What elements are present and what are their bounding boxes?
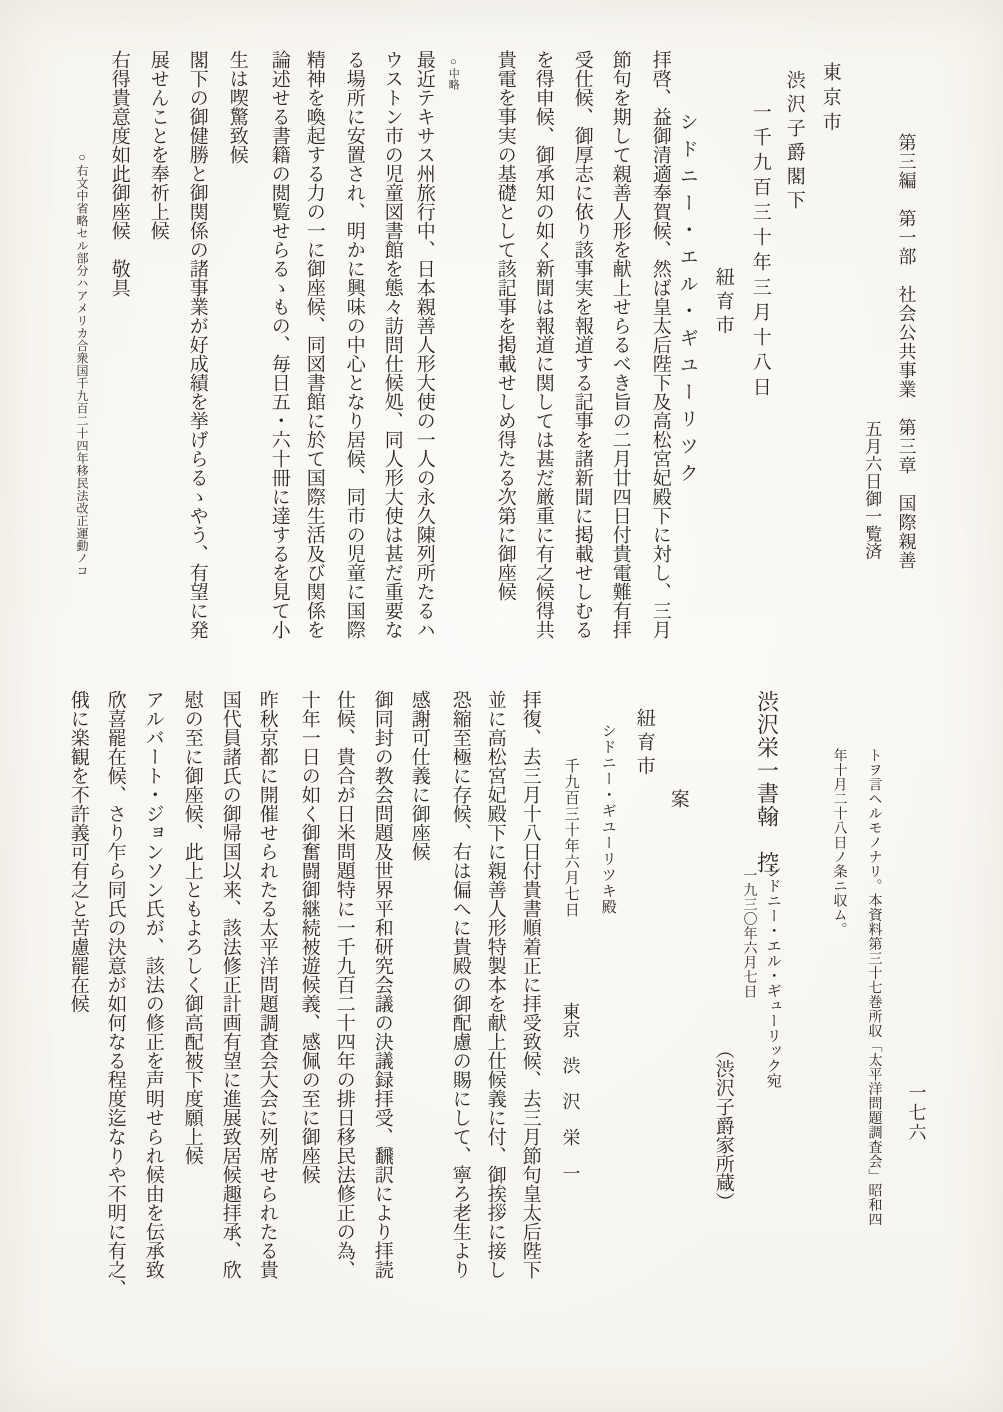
letter2-body-column: 感謝可仕義に御座候 xyxy=(408,690,430,861)
letter1-sender-place: 紐育市 xyxy=(712,267,734,339)
letter1-body-column: 節句を期して親善人形を献上せらるべき旨の二月廿四日付貴電難有拝 xyxy=(609,50,631,639)
page-number: 一七六 xyxy=(906,1083,927,1143)
letter1-body-column: 閣下の御健勝と御関係の諸事業が好成績を挙げらるゝやう、有望に発 xyxy=(186,50,208,639)
letter1-footnote: ○右文中省略セル部分ハアメリカ合衆国千九百二十四年移民法改正運動ノコ xyxy=(75,150,89,577)
letter2-signature: 東京 渋 沢 栄 一 xyxy=(560,1002,581,1182)
letter1-body-column: 展せんことを奉祈上候 xyxy=(147,50,169,240)
letter2-body-column: アルバート・ジョンソン氏が、該法の修正を声明せられ候由を伝承致 xyxy=(142,690,164,1279)
letter2-date-note: 一九三〇年六月七日 xyxy=(741,868,757,999)
letter2-body-column: 並に高松宮妃殿下に親善人形特製本を献上仕候義に付、御挨拶に接し xyxy=(484,690,506,1279)
letter2-body-column: 恐縮至極に存候、右は偏へに貴殿の御配慮の賜にして、寧ろ老生より xyxy=(449,690,471,1279)
letter1-body-column: ウストン市の児童図書館を態々訪問仕候処、同人形大使は甚だ重要な xyxy=(381,50,403,639)
source-note-column: 年十月二十八日ノ条ニ収ム。 xyxy=(831,748,847,937)
letter1-body-column: 拝啓、益御清適奉賀候、然ば皇太后陛下及高松宮妃殿下に対し、三月 xyxy=(649,50,671,639)
letter1-sender-name: シドニー・エル・ギユーリツク xyxy=(676,112,698,490)
letter1-place: 東京市 xyxy=(819,62,841,137)
letter1-date: 一千九百三十年三月十八日 xyxy=(749,102,771,402)
review-stamp: 五月六日御一覧済 xyxy=(862,420,882,560)
letter1-closing: 右得貴意度如此御座候 敬具 xyxy=(108,50,130,297)
omission-mark: ○中略 xyxy=(447,56,460,90)
letter1-body-column: を得申候、御承知の如く新聞は報道に関しては甚だ厳重に有之候得共 xyxy=(532,50,554,639)
letter1-body-column: 最近テキサス州旅行中、日本親善人形大使の一人の永久陳列所たるハ xyxy=(413,50,435,639)
letter2-to-place: 紐育市 xyxy=(633,708,655,780)
letter2-body-column: 昨秋京都に開催せられたる太平洋問題調査会大会に列席せられたる貴 xyxy=(256,690,278,1279)
letter2-body-column: 欣喜罷在候、さり乍ら同氏の決意が如何なる程度迄なりや不明に有之、 xyxy=(104,690,126,1298)
letter2-body-column: 俄に楽観を不許義可有之と苦慮罷在候 xyxy=(67,690,89,1013)
letter2-provenance: （渋沢子爵家所蔵） xyxy=(712,1040,734,1211)
letter2-body-column: 仕候、貴合が日米問題特に一千九百二十四年の排日移民法修正の為、 xyxy=(333,690,355,1279)
letter2-to-name: シドニー・ギユーリツキ殿 xyxy=(599,723,616,915)
letter1-body-column: る場所に安置され、明かに興味の中心となり居候、同市の児童に国際 xyxy=(343,50,365,639)
letter1-body-column: 論述せる書籍の閲覧せらるゝもの、毎日五・六十冊に達するを見て小 xyxy=(268,50,290,639)
draft-mark: 案 xyxy=(667,789,689,808)
letter1-body-column: 精神を喚起する力の一に御座候、同図書館に於て国際生活及び関係を xyxy=(303,50,325,639)
source-note-column: トヲ言ヘルモノナリ。本資料第三十七巻所収「太平洋問題調査会」昭和四 xyxy=(866,748,882,1227)
letter2-body-column: 慰の至に御座候、此上ともよろしく御高配被下度願上候 xyxy=(181,690,203,1165)
letter1-body-column: 生は喫驚致候 xyxy=(226,50,248,164)
letter2-title: 渋沢栄一書翰 控 xyxy=(754,690,780,874)
chapter-header: 第三編 第一部 社会公共事業 第三章 国際親善 xyxy=(896,133,917,570)
letter2-body-column: 国代員諸氏の御帰国以来、該法修正計画有望に進展致居候趣拝承、欣 xyxy=(219,690,241,1279)
letter1-recipient: 渋沢子爵閣下 xyxy=(783,70,805,214)
letter2-date-line: 千九百三十年六月七日 xyxy=(562,758,579,918)
letter2-body-column: 拝復、去三月十八日付貴書順着正に拝受致候、去三月節句皇太后陛下 xyxy=(519,690,541,1279)
letter2-addressee-note: シドニー・エル・ギューリック宛 xyxy=(764,863,781,1088)
letter2-body-column: 十年一日の如く御奮闘御継続被遊候義、感佩の至に御座候 xyxy=(298,690,320,1184)
letter1-body-column: 貴電を事実の基礎として該記事を掲載せしめ得たる次第に御座候 xyxy=(494,50,516,601)
letter1-body-column: 受仕候、御厚志に依り該事実を報道する記事を諸新聞に掲載せしむる xyxy=(571,50,593,639)
letter2-body-column: 御同封の教会問題及世界平和研究会議の決議録拝受、飜訳により拝読 xyxy=(371,690,393,1279)
